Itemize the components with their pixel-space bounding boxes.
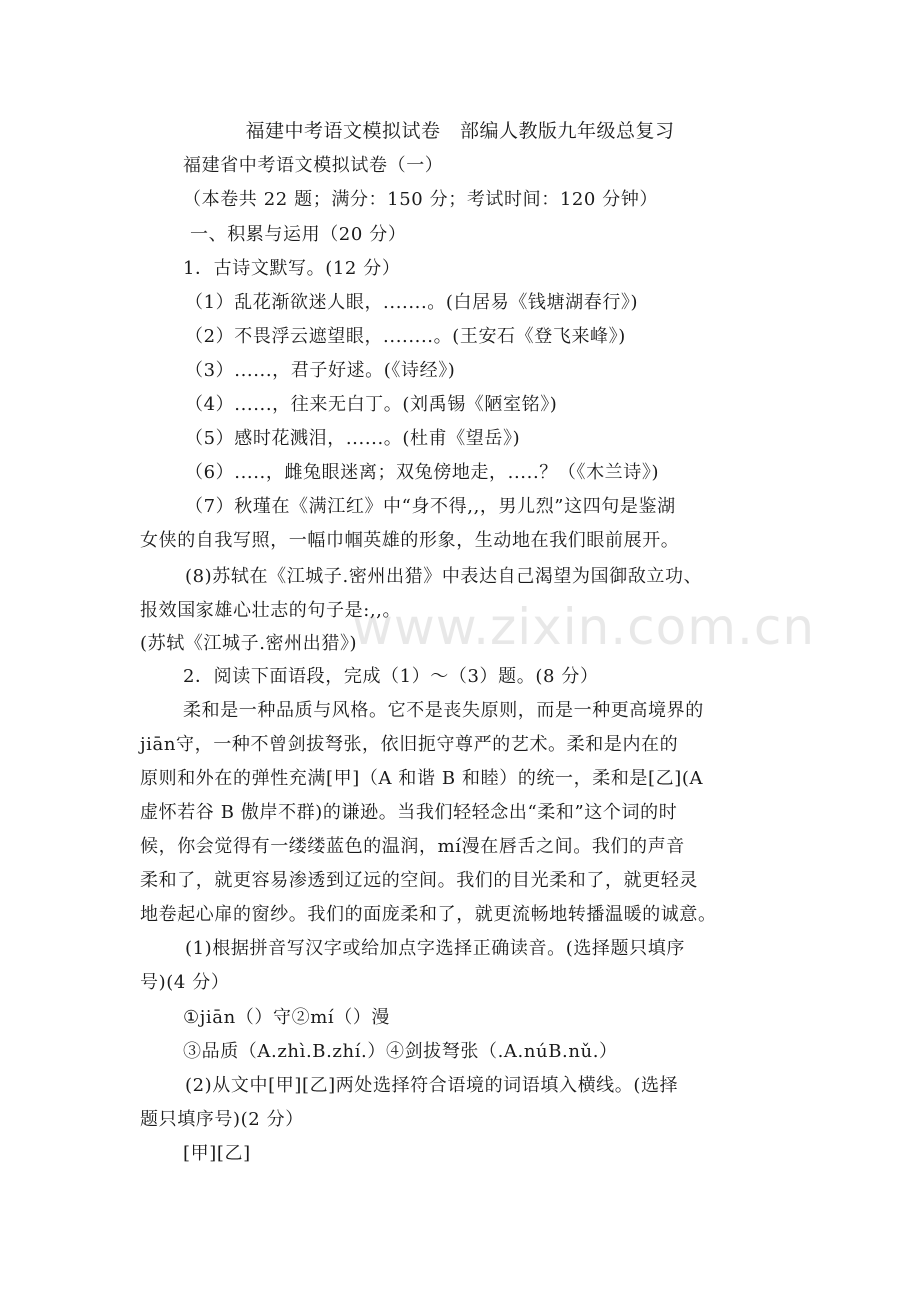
passage-line: 柔和是一种品质与风格。它不是丧失原则，而是一种更高境界的 bbox=[183, 700, 704, 721]
question-2-1-options: ③品质（A.zhì.B.zhí.）④剑拔弩张（.A.núB.nǔ.） bbox=[183, 1041, 618, 1062]
passage-line: 虚怀若谷 B 傲岸不群)的谦逊。当我们轻轻念出“柔和”这个词的时 bbox=[140, 802, 678, 823]
exam-info: （本卷共 22 题；满分：150 分；考试时间：120 分钟） bbox=[183, 189, 659, 210]
question-1-7-line: 女侠的自我写照，一幅巾帼英雄的形象，生动地在我们眼前展开。 bbox=[140, 530, 680, 551]
exam-subtitle: 福建省中考语文模拟试卷（一） bbox=[183, 155, 444, 176]
question-1-7-line: （7）秋瑾在《满江红》中“身不得,,，男儿烈”这四句是鉴湖 bbox=[185, 496, 676, 517]
question-2-1-options: ①jiān（）守②mí（）漫 bbox=[183, 1007, 391, 1028]
watermark: www.zixin.com.cn bbox=[352, 598, 816, 656]
section-heading: 一、积累与运用（20 分） bbox=[190, 224, 407, 245]
passage-line: 地卷起心扉的窗纱。我们的面庞柔和了，就更流畅地转播温暖的诚意。 bbox=[140, 904, 717, 925]
question-2-2-line: (2)从文中[甲][乙]两处选择符合语境的词语填入横线。(选择 bbox=[185, 1075, 679, 1096]
question-1-item: （4）......，往来无白丁。(刘禹锡《陋室铭》) bbox=[185, 394, 558, 415]
question-2-1-line: 号)(4 分） bbox=[140, 972, 230, 993]
question-1-item: （5）感时花溅泪，......。(杜甫《望岳》) bbox=[185, 428, 521, 449]
question-1-8-source: (苏轼《江城子.密州出猎》) bbox=[140, 633, 358, 654]
question-2: 2．阅读下面语段，完成（1）～（3）题。(8 分） bbox=[183, 666, 599, 687]
passage-line: jiān守，一种不曾剑拔弩张，依旧扼守尊严的艺术。柔和是内在的 bbox=[140, 734, 679, 755]
question-1-8-line: (8)苏轼在《江城子.密州出猎》中表达自己渴望为国御敌立功、 bbox=[185, 566, 703, 587]
question-1-item: （2）不畏浮云遮望眼，........。(王安石《登飞来峰》) bbox=[185, 326, 626, 347]
question-1-8-line: 报效国家雄心壮志的句子是:,,。 bbox=[140, 600, 402, 621]
question-1: 1．古诗文默写。(12 分） bbox=[183, 258, 401, 279]
question-2-1-line: (1)根据拼音写汉字或给加点字选择正确读音。(选择题只填序 bbox=[185, 938, 685, 959]
passage-line: 柔和了，就更容易渗透到辽远的空间。我们的目光柔和了，就更轻灵 bbox=[140, 870, 698, 891]
question-1-item: （3）......，君子好逑。(《诗经》) bbox=[185, 360, 456, 381]
question-1-item: （1）乱花渐欲迷人眼，.......。(白居易《钱塘湖春行》) bbox=[185, 292, 639, 313]
passage-line: 原则和外在的弹性充满[甲]（A 和谐 B 和睦）的统一，柔和是[乙](A bbox=[140, 768, 704, 789]
passage-line: 候，你会觉得有一缕缕蓝色的温润，mí漫在唇舌之间。我们的声音 bbox=[140, 836, 685, 857]
document-title: 福建中考语文模拟试卷 部编人教版九年级总复习 bbox=[245, 120, 675, 142]
question-1-item: （6）.....，雌兔眼迷离；双兔傍地走，.....？（《木兰诗》) bbox=[185, 462, 660, 483]
question-2-2-blank: [甲][乙] bbox=[183, 1143, 251, 1164]
question-2-2-line: 题只填序号)(2 分） bbox=[140, 1109, 304, 1130]
